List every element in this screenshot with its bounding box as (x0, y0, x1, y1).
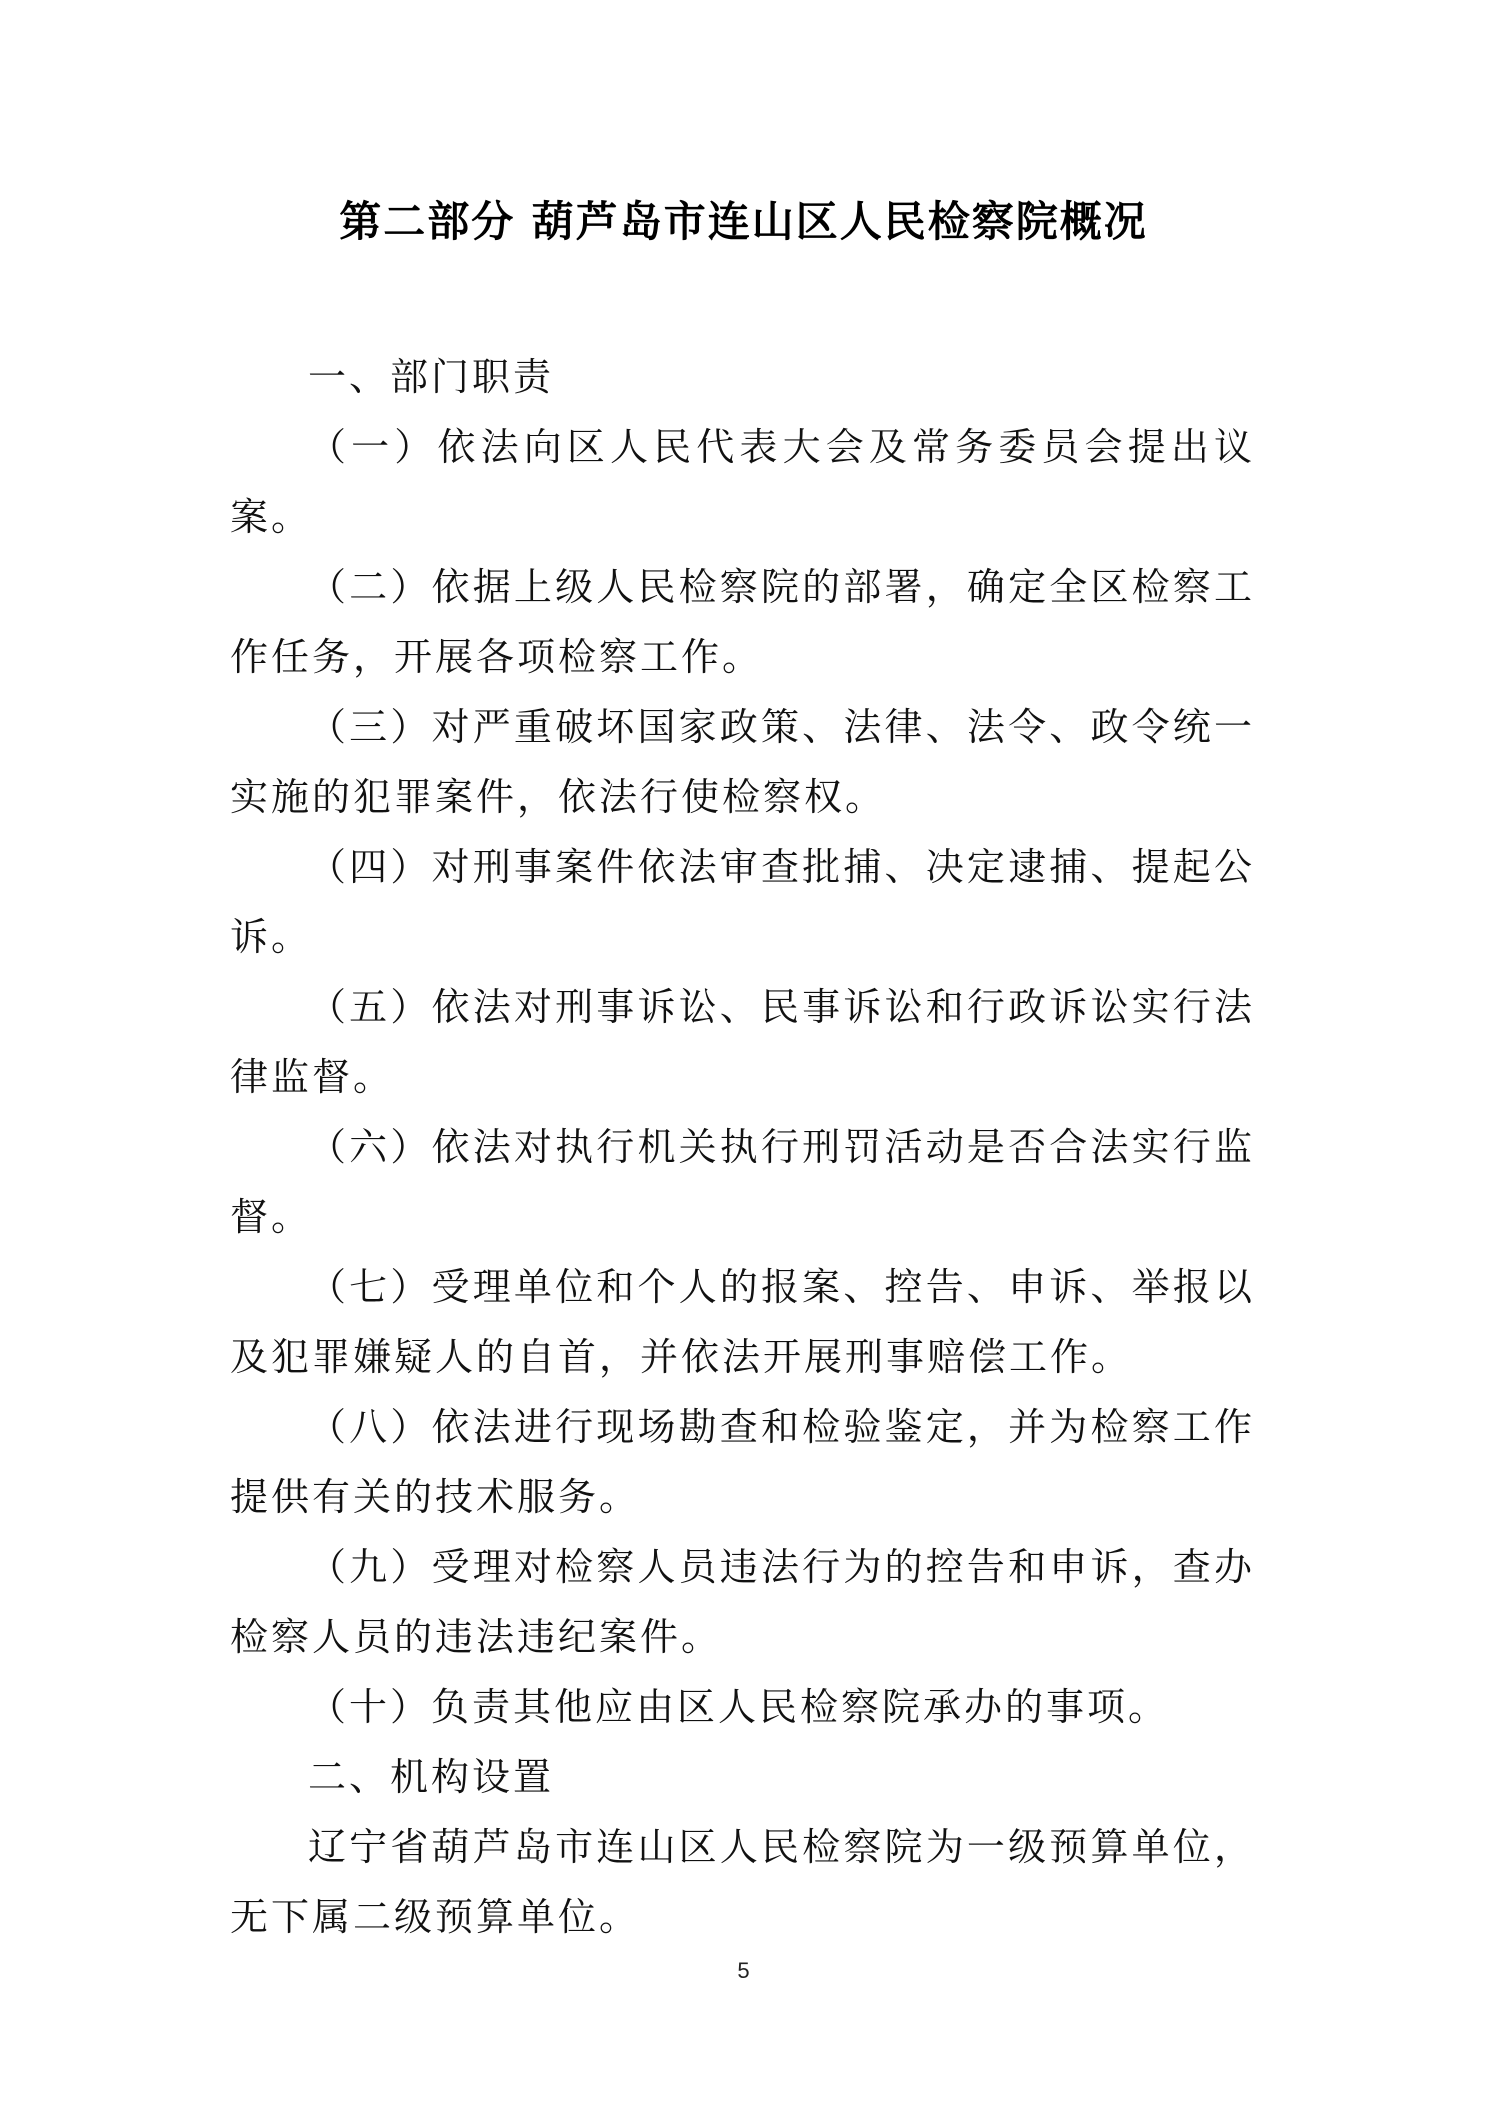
duty-item-3: （三）对严重破坏国家政策、法律、法令、政令统一实施的犯罪案件，依法行使检察权。 (230, 705, 1255, 819)
page-number: 5 (737, 1958, 750, 1983)
duty-item-7: （七）受理单位和个人的报案、控告、申诉、举报以及犯罪嫌疑人的自首，并依法开展刑事赔偿工作。 (230, 1265, 1255, 1379)
duty-item-2: （二）依据上级人民检察院的部署，确定全区检察工作任务，开展各项检察工作。 (230, 565, 1255, 679)
document-body (230, 342, 1255, 1952)
duty-item-5: （五）依法对刑事诉讼、民事诉讼和行政诉讼实行法律监督。 (230, 985, 1255, 1099)
organization-paragraph: 辽宁省葫芦岛市连山区人民检察院为一级预算单位，无下属二级预算单位。 (230, 1825, 1255, 1939)
section-heading-organization: 二、机构设置 (308, 1755, 555, 1799)
duty-item-8: （八）依法进行现场勘查和检验鉴定，并为检察工作提供有关的技术服务。 (230, 1405, 1255, 1519)
duty-item-9: （九）受理对检察人员违法行为的控告和申诉，查办检察人员的违法违纪案件。 (230, 1545, 1255, 1659)
page-title: 第二部分 葫芦岛市连山区人民检察院概况 (339, 197, 1148, 246)
duty-item-1: （一）依法向区人民代表大会及常务委员会提出议案。 (230, 425, 1255, 539)
duty-item-4: （四）对刑事案件依法审查批捕、决定逮捕、提起公诉。 (230, 845, 1255, 959)
section-heading-duties: 一、部门职责 (308, 355, 555, 399)
duty-item-10: （十）负责其他应由区人民检察院承办的事项。 (308, 1685, 1170, 1729)
duty-item-6: （六）依法对执行机关执行刑罚活动是否合法实行监督。 (230, 1125, 1255, 1239)
